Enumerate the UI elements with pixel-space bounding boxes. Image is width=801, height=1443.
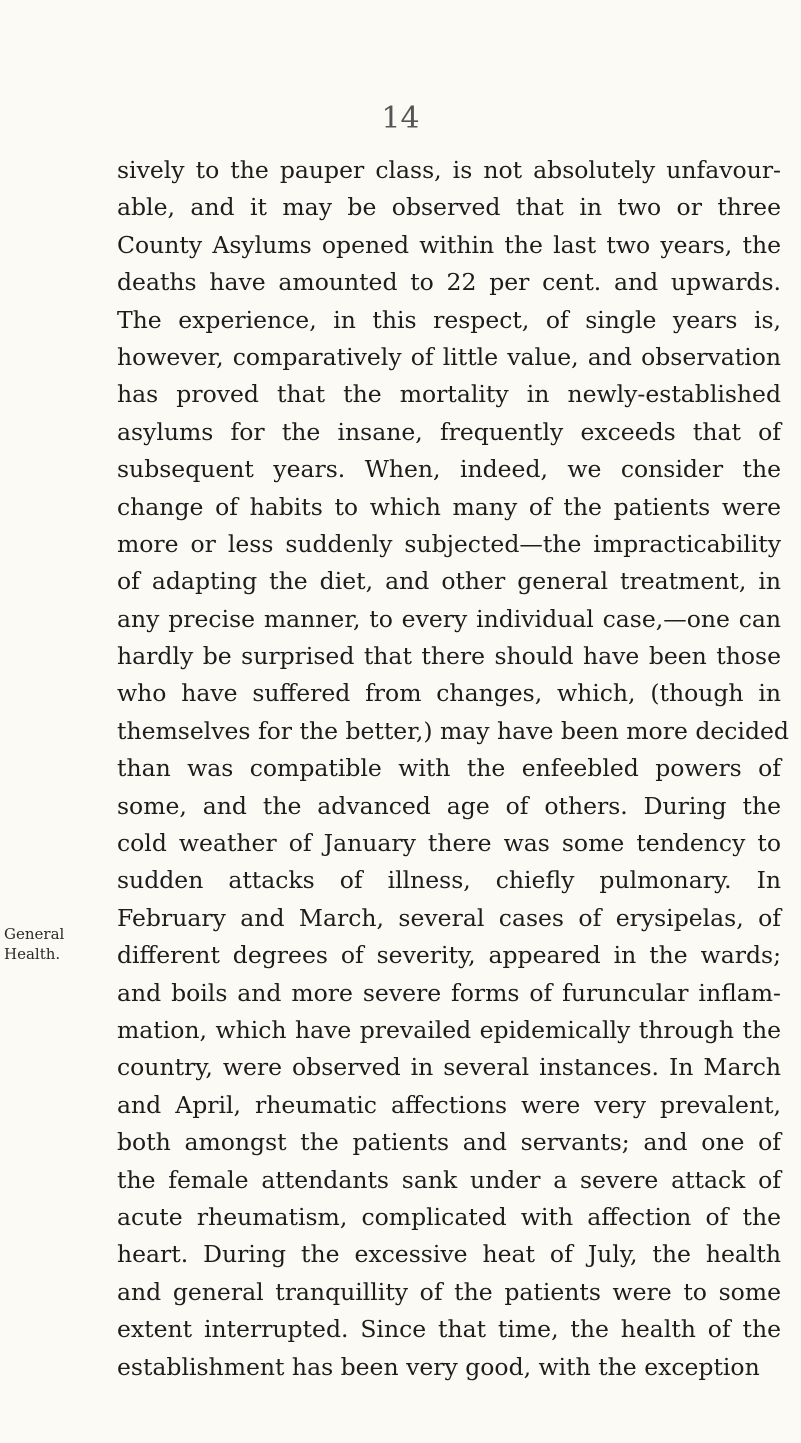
page-number: 14	[381, 101, 420, 136]
text-line: deaths have amounted to 22 per cent. and upwards.	[117, 268, 781, 297]
text-line: February and March, several cases of erysipelas, of	[117, 903, 781, 932]
text-line: the female attendants sank under a severe attack of	[117, 1165, 781, 1194]
margin-note-line: Health.	[4, 945, 61, 963]
text-line: County Asylums opened within the last two years, the	[117, 230, 781, 259]
text-line: different degrees of severity, appeared in the wards;	[117, 941, 781, 970]
text-line: country, were observed in several instances. In March	[117, 1053, 781, 1082]
text-line: however, comparatively of little value, and observation	[117, 342, 781, 371]
text-line: more or less suddenly subjected—the impracticability	[117, 529, 781, 558]
text-line: able, and it may be observed that in two or three	[117, 193, 781, 222]
text-line: change of habits to which many of the patients were	[117, 492, 781, 521]
text-line: acute rheumatism, complicated with affection of the	[117, 1202, 781, 1231]
text-line: cold weather of January there was some tendency to	[117, 829, 781, 858]
body-text	[117, 152, 789, 1386]
text-line: has proved that the mortality in newly-established	[117, 380, 781, 409]
text-line: of adapting the diet, and other general treatment, in	[117, 567, 781, 596]
text-line: establishment has been very good, with the exception	[117, 1352, 760, 1381]
text-line: than was compatible with the enfeebled powers of	[117, 754, 781, 783]
text-line: and boils and more severe forms of furuncular inflam-	[117, 978, 781, 1007]
text-line: and general tranquillity of the patients were to some	[117, 1277, 781, 1306]
text-line: asylums for the insane, frequently exceeds that of	[117, 417, 781, 446]
text-line: any precise manner, to every individual case,—one can	[117, 604, 781, 633]
text-line: themselves for the better,) may have been more decided	[117, 716, 789, 745]
text-line: subsequent years. When, indeed, we consider the	[117, 455, 781, 484]
text-line: sudden attacks of illness, chiefly pulmonary. In	[117, 866, 781, 895]
text-line: hardly be surprised that there should have been those	[117, 642, 781, 671]
margin-note-line: General	[4, 925, 65, 943]
text-line: some, and the advanced age of others. During the	[117, 791, 781, 820]
text-line: mation, which have prevailed epidemically through the	[117, 1015, 781, 1044]
text-line: both amongst the patients and servants; and one of	[117, 1128, 781, 1157]
text-line: extent interrupted. Since that time, the health of the	[117, 1315, 781, 1344]
text-line: who have suffered from changes, which, (though in	[117, 679, 781, 708]
text-line: The experience, in this respect, of single years is,	[117, 305, 781, 334]
text-line: and April, rheumatic affections were very prevalent,	[117, 1090, 781, 1119]
margin-note	[4, 924, 64, 964]
text-line: heart. During the excessive heat of July, the health	[117, 1240, 781, 1269]
text-line: sively to the pauper class, is not absolutely unfavour-	[117, 156, 781, 184]
